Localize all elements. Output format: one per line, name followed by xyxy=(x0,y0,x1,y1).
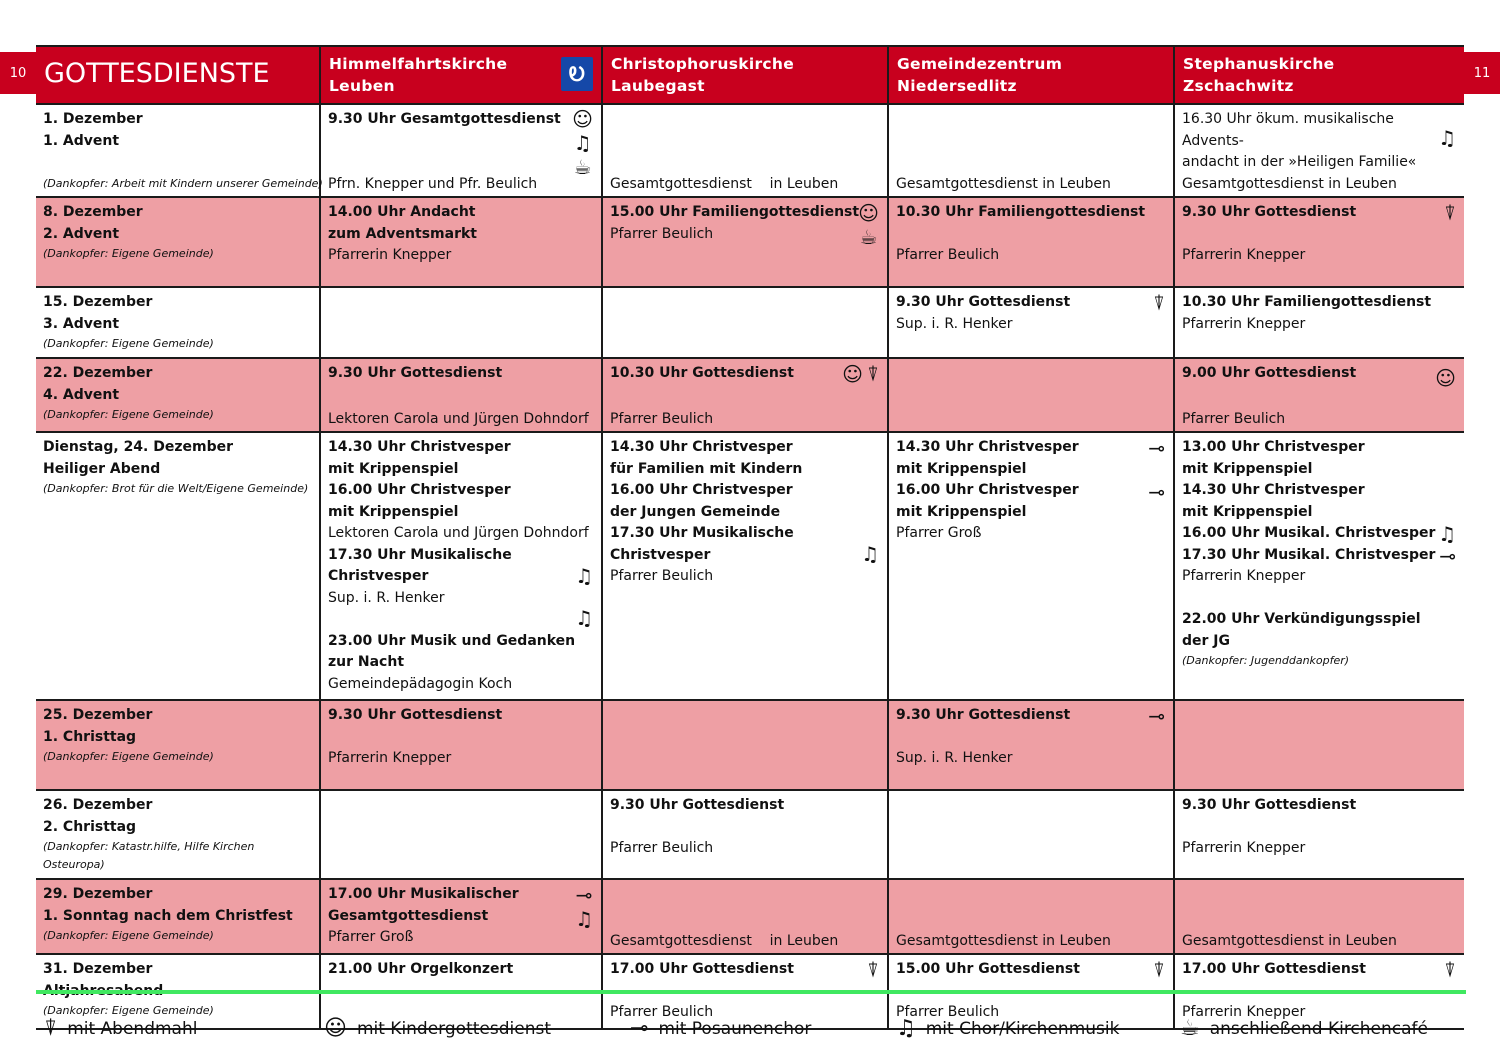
service-cell xyxy=(602,700,888,790)
service-cell: Gesamtgottesdienst in Leuben xyxy=(888,104,1174,197)
date-cell: 1. Dezember 1. Advent (Dankopfer: Arbeit mit Kindern unserer Gemeinde) xyxy=(36,104,320,197)
chalice-icon: ⍒ xyxy=(1153,291,1165,315)
service-cell: 10.30 Uhr Familiengottesdienst Pfarrerin Knepper xyxy=(1174,287,1464,358)
date-cell: 8. Dezember 2. Advent (Dankopfer: Eigene Gemeinde) xyxy=(36,197,320,287)
service-cell xyxy=(320,790,602,879)
trumpet-icon: ⊸ xyxy=(1148,480,1165,504)
music-note-icon: ♫ xyxy=(575,606,593,630)
coffee-icon: ☕ xyxy=(859,225,878,249)
music-note-icon: ♫ xyxy=(861,542,879,566)
service-cell: 14.30 Uhr Christvesper mit Krippenspiel 16.00 Uhr Christvesper mit Krippenspiel Pfarrer Groß ⊸ ⊸ xyxy=(888,432,1174,700)
date-cell: 26. Dezember 2. Christtag (Dankopfer: Katastr.hilfe, Hilfe Kirchen Osteuropa) xyxy=(36,790,320,879)
page-number-right: 11 xyxy=(1464,52,1500,94)
service-cell: Gesamtgottesdienst in Leuben xyxy=(888,879,1174,954)
legend-item-posaunenchor: ⊸ mit Posaunenchor xyxy=(630,1016,812,1041)
trumpet-icon: ⊸ xyxy=(1148,704,1165,728)
service-cell: 17.00 Uhr Gottesdienst Pfarrerin Knepper ⍒ xyxy=(1174,954,1464,1029)
table-row xyxy=(36,879,1464,954)
legend-item-abendmahl: ⍒ mit Abendmahl xyxy=(44,1016,198,1041)
service-cell xyxy=(1174,700,1464,790)
table-row xyxy=(36,104,1464,197)
date-cell: 29. Dezember 1. Sonntag nach dem Christfest (Dankopfer: Eigene Gemeinde) xyxy=(36,879,320,954)
chalice-icon: ⍒ xyxy=(44,1016,58,1041)
music-note-icon: ♫ xyxy=(896,1016,916,1041)
service-cell xyxy=(888,790,1174,879)
music-note-icon: ♫ xyxy=(573,131,592,155)
music-note-icon: ♫ xyxy=(1438,522,1456,546)
service-cell: 14.30 Uhr Christvesper mit Krippenspiel 16.00 Uhr Christvesper mit Krippenspiel Lektoren Carola und Jürgen Dohndorf 17.30 Uhr Musikalische Christvesper Sup. i. R. Henker 23.00 Uhr Musik und Gedanken zur Nacht Gemeindepädagogin Koch ♫ ♫ xyxy=(320,432,602,700)
service-cell: 13.00 Uhr Christvesper mit Krippenspiel 14.30 Uhr Christvesper mit Krippenspiel 16.00 Uhr Musikal. Christvesper 17.30 Uhr Musikal. Christvesper Pfarrerin Knepper 22.00 Uhr Verkündigungsspiel der JG (Dankopfer: Jugenddankopfer) ♫ ⊸ xyxy=(1174,432,1464,700)
date-cell: 15. Dezember 3. Advent (Dankopfer: Eigene Gemeinde) xyxy=(36,287,320,358)
chalice-icon: ⍒ xyxy=(1153,958,1165,982)
service-cell: 21.00 Uhr Orgelkonzert xyxy=(320,954,602,1029)
service-cell xyxy=(888,358,1174,432)
legend-item-kirchenmusik: ♫ mit Chor/Kirchenmusik xyxy=(896,1016,1120,1041)
legend-item-kindergottesdienst: ☺ mit Kindergottesdienst xyxy=(324,1016,551,1041)
table-row xyxy=(36,287,1464,358)
service-cell: 14.00 Uhr Andacht zum Adventsmarkt Pfarrerin Knepper xyxy=(320,197,602,287)
music-note-icon: ♫ xyxy=(575,907,593,931)
service-cell: 9.30 Uhr Gottesdienst Pfarrerin Knepper ⍒ xyxy=(1174,197,1464,287)
table-row xyxy=(36,790,1464,879)
trumpet-icon: ⊸ xyxy=(575,883,593,907)
service-cell: 9.00 Uhr Gottesdienst Pfarrer Beulich ☺ xyxy=(1174,358,1464,432)
chalice-icon: ⍒ xyxy=(867,958,879,982)
service-cell: 16.30 Uhr ökum. musikalische Advents- andacht in der »Heiligen Familie« Gesamtgottesdienst in Leuben ♫ xyxy=(1174,104,1464,197)
service-cell: 9.30 Uhr Gottesdienst Pfarrer Beulich xyxy=(602,790,888,879)
service-cell: 9.30 Uhr Gottesdienst Sup. i. R. Henker ⊸ xyxy=(888,700,1174,790)
table-row xyxy=(36,197,1464,287)
child-icon: ☺ xyxy=(572,107,593,131)
column-header-niedersedlitz: Gemeindezentrum Niedersedlitz xyxy=(888,46,1174,104)
service-cell: 17.00 Uhr Gottesdienst Pfarrer Beulich ⍒ xyxy=(602,954,888,1029)
service-cell xyxy=(602,287,888,358)
service-cell: 9.30 Uhr Gottesdienst Pfarrerin Knepper xyxy=(320,700,602,790)
child-icon: ☺ xyxy=(858,201,879,225)
page-title: GOTTESDIENSTE xyxy=(36,46,320,104)
date-cell: 31. Dezember (Dankopfer: Eigene Gemeinde) xyxy=(36,954,320,1029)
column-header-laubegast: Christophoruskirche Laubegast xyxy=(602,46,888,104)
music-note-icon: ♫ xyxy=(575,564,593,588)
service-cell: 9.30 Uhr Gottesdienst Pfarrerin Knepper xyxy=(1174,790,1464,879)
service-cell: 15.00 Uhr Gottesdienst Pfarrer Beulich ⍒ xyxy=(888,954,1174,1029)
music-note-icon: ♫ xyxy=(1438,126,1456,150)
chalice-icon: ⍒ xyxy=(1444,958,1456,982)
date-cell: Dienstag, 24. Dezember Heiliger Abend (Dankopfer: Brot für die Welt/Eigene Gemeinde) xyxy=(36,432,320,700)
legend-item-kirchencafe: ☕ anschließend Kirchencafé xyxy=(1180,1016,1428,1041)
service-cell: Gesamtgottesdienst in Leuben xyxy=(1174,879,1464,954)
trumpet-icon: ⊸ xyxy=(1439,544,1456,568)
date-cell: 22. Dezember 4. Advent (Dankopfer: Eigene Gemeinde) xyxy=(36,358,320,432)
trumpet-icon: ⊸ xyxy=(1148,436,1165,460)
page-number-left: 10 xyxy=(0,52,36,94)
hearing-loop-icon: Ꭷ xyxy=(561,57,593,91)
child-icon: ☺ xyxy=(842,362,863,386)
service-cell: 10.30 Uhr Familiengottesdienst Pfarrer Beulich xyxy=(888,197,1174,287)
coffee-icon: ☕ xyxy=(1180,1016,1200,1041)
table-row xyxy=(36,700,1464,790)
child-icon: ☺ xyxy=(324,1016,347,1041)
date-cell: 25. Dezember 1. Christtag (Dankopfer: Eigene Gemeinde) xyxy=(36,700,320,790)
service-cell: 9.30 Uhr Gottesdienst Lektoren Carola und Jürgen Dohndorf xyxy=(320,358,602,432)
service-schedule-table xyxy=(36,45,1464,1030)
service-cell: Gesamtgottesdienst in Leuben xyxy=(602,104,888,197)
chalice-icon: ⍒ xyxy=(1444,201,1456,225)
service-cell: 9.30 Uhr Gottesdienst Sup. i. R. Henker ⍒ xyxy=(888,287,1174,358)
service-cell: Gesamtgottesdienst in Leuben xyxy=(602,879,888,954)
child-icon: ☺ xyxy=(1435,366,1456,390)
divider-line xyxy=(36,990,1466,994)
service-cell: 14.30 Uhr Christvesper für Familien mit Kindern 16.00 Uhr Christvesper der Jungen Gemeinde 17.30 Uhr Musikalische Christvesper Pfarrer Beulich ♫ xyxy=(602,432,888,700)
column-header-leuben: Himmelfahrtskirche Leuben Ꭷ xyxy=(320,46,602,104)
service-cell: 10.30 Uhr Gottesdienst Pfarrer Beulich ☺ ⍒ xyxy=(602,358,888,432)
trumpet-icon: ⊸ xyxy=(630,1016,649,1041)
service-cell: 9.30 Uhr Gesamtgottesdienst Pfrn. Knepper und Pfr. Beulich ☺ ♫ ☕ xyxy=(320,104,602,197)
service-cell: 17.00 Uhr Musikalischer Gesamtgottesdienst Pfarrer Groß ⊸ ♫ xyxy=(320,879,602,954)
column-header-zschachwitz: Stephanuskirche Zschachwitz xyxy=(1174,46,1464,104)
service-cell xyxy=(320,287,602,358)
coffee-icon: ☕ xyxy=(573,155,592,179)
table-row xyxy=(36,358,1464,432)
chalice-icon: ⍒ xyxy=(867,362,879,386)
table-row xyxy=(36,432,1464,700)
service-cell: 15.00 Uhr Familiengottesdienst Pfarrer Beulich ☺ ☕ xyxy=(602,197,888,287)
